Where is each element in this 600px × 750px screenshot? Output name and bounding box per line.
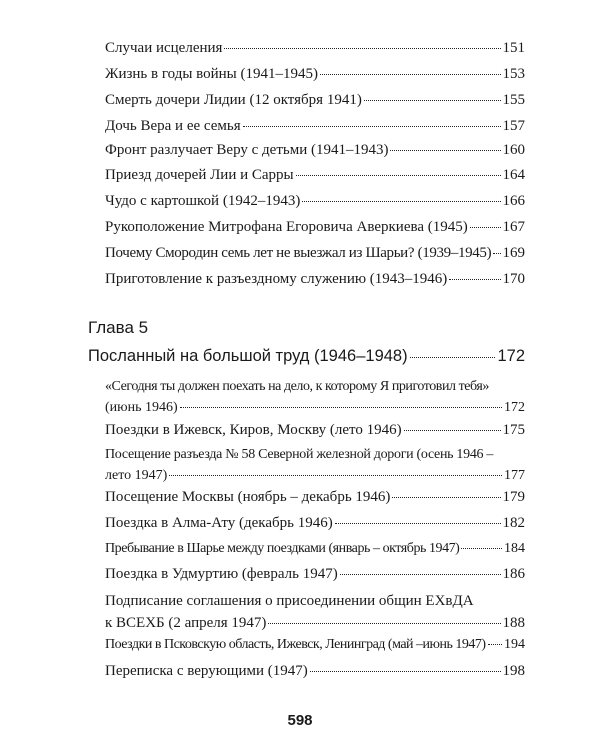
toc-entry-title: к ВСЕХБ (2 апреля 1947) xyxy=(105,615,267,631)
toc-entry-page: 164 xyxy=(502,167,525,183)
toc-entry-page: 188 xyxy=(502,615,525,631)
dot-leader xyxy=(364,100,501,101)
toc-entry-title: Поездка в Алма-Ату (декабрь 1946) xyxy=(105,515,333,531)
toc-entry-page: 177 xyxy=(504,468,525,483)
toc-entry-page: 155 xyxy=(502,92,525,108)
dot-leader xyxy=(335,523,501,524)
toc-entry-title: Пребывание в Шарье между поездками (январь – октябрь 1947) xyxy=(105,541,460,556)
toc-entry-title: Рукоположение Митрофана Егоровича Аверкиева (1945) xyxy=(105,219,468,235)
toc-entry xyxy=(105,512,525,534)
toc-entry xyxy=(105,242,525,264)
dot-leader xyxy=(488,644,502,645)
toc-entry-title: Переписка с верующими (1947) xyxy=(105,663,308,679)
dot-leader xyxy=(392,497,500,498)
toc-entry-title: Смерть дочери Лидии (12 октября 1941) xyxy=(105,92,362,108)
dot-leader xyxy=(268,623,500,624)
toc-entry xyxy=(105,444,525,486)
dot-leader xyxy=(320,74,500,75)
toc-entry-title: Приготовление к разъездному служению (1943–1946) xyxy=(105,271,448,287)
toc-entry xyxy=(105,660,525,682)
toc-entry xyxy=(105,376,525,418)
toc-entry-title: Фронт разлучает Веру с детьми (1941–1943) xyxy=(105,142,389,158)
toc-entry-page: 160 xyxy=(502,142,525,158)
toc-entry-title: Жизнь в годы войны (1941–1945) xyxy=(105,66,319,82)
toc-entry-title: Почему Смородин семь лет не выезжал из Шарьи? (1939–1945) xyxy=(105,245,492,261)
chapter-title-entry xyxy=(88,344,525,368)
toc-entry xyxy=(105,164,525,186)
dot-leader xyxy=(449,279,500,280)
toc-entry xyxy=(105,190,525,212)
dot-leader xyxy=(180,407,502,408)
toc-entry xyxy=(105,139,525,161)
dot-leader xyxy=(302,201,500,202)
toc-entry-page: 153 xyxy=(502,66,525,82)
dot-leader xyxy=(340,574,501,575)
toc-entry xyxy=(105,268,525,290)
toc-entry-title: Случаи исцеления xyxy=(105,40,223,56)
toc-entry xyxy=(105,216,525,238)
toc-entry-title: Приезд дочерей Лии и Сарры xyxy=(105,167,294,183)
dot-leader xyxy=(310,671,501,672)
toc-entry xyxy=(105,63,525,85)
toc-entry-page: 194 xyxy=(504,637,525,652)
chapter-label: Глава 5 xyxy=(88,318,149,337)
toc-entry-page: 167 xyxy=(502,219,525,235)
toc-entry-first-line: Посещение разъезда № 58 Северной железной дороги (осень 1946 – xyxy=(105,447,494,462)
toc-entry-page: 166 xyxy=(502,193,525,209)
toc-entry-page: 179 xyxy=(502,489,525,505)
toc-entry xyxy=(105,486,525,508)
page-number: 598 xyxy=(287,712,313,729)
toc-entry-page: 151 xyxy=(502,40,525,56)
toc-entry-title: Посещение Москвы (ноябрь – декабрь 1946) xyxy=(105,489,391,505)
toc-entry xyxy=(105,634,525,656)
toc-entry-first-line: Подписание соглашения о присоединении общин ЕХвДА xyxy=(105,593,474,609)
dot-leader xyxy=(404,430,501,431)
chapter-page: 172 xyxy=(497,347,525,365)
toc-entry xyxy=(105,419,525,441)
dot-leader xyxy=(470,227,501,228)
dot-leader xyxy=(224,48,500,49)
toc-entry-page: 157 xyxy=(502,118,525,134)
toc-entry-title: Поездки в Псковскую область, Ижевск, Ленинград (май –июнь 1947) xyxy=(105,637,486,652)
toc-entry-page: 182 xyxy=(502,515,525,531)
dot-leader xyxy=(410,357,496,358)
toc-entry-page: 186 xyxy=(502,566,525,582)
dot-leader xyxy=(461,548,502,549)
toc-entry-title: (июнь 1946) xyxy=(105,400,178,415)
toc-entry xyxy=(105,115,525,137)
toc-entry-page: 169 xyxy=(502,245,525,261)
toc-entry-title: лето 1947) xyxy=(105,468,168,483)
toc-entry xyxy=(105,590,525,634)
dot-leader xyxy=(390,150,500,151)
toc-entry-title: Дочь Вера и ее семья xyxy=(105,118,241,134)
toc-entry-title: Поездка в Удмуртию (февраль 1947) xyxy=(105,566,338,582)
toc-entry xyxy=(105,89,525,111)
toc-entry xyxy=(105,563,525,585)
chapter-title: Посланный на большой труд (1946–1948) xyxy=(88,347,408,365)
dot-leader xyxy=(169,475,502,476)
toc-entry-page: 198 xyxy=(502,663,525,679)
toc-entry-page: 170 xyxy=(502,271,525,287)
toc-entry-page: 184 xyxy=(504,541,525,556)
toc-entry-title: Поездки в Ижевск, Киров, Москву (лето 1946) xyxy=(105,422,402,438)
toc-entry-title: Чудо с картошкой (1942–1943) xyxy=(105,193,301,209)
toc-entry-page: 172 xyxy=(504,400,525,415)
toc-entry xyxy=(105,538,525,560)
dot-leader xyxy=(493,253,500,254)
dot-leader xyxy=(243,126,501,127)
toc-entry xyxy=(105,37,525,59)
toc-entry-first-line: «Сегодня ты должен поехать на дело, к которому Я приготовил тебя» xyxy=(105,379,489,394)
dot-leader xyxy=(296,175,501,176)
toc-entry-page: 175 xyxy=(502,422,525,438)
